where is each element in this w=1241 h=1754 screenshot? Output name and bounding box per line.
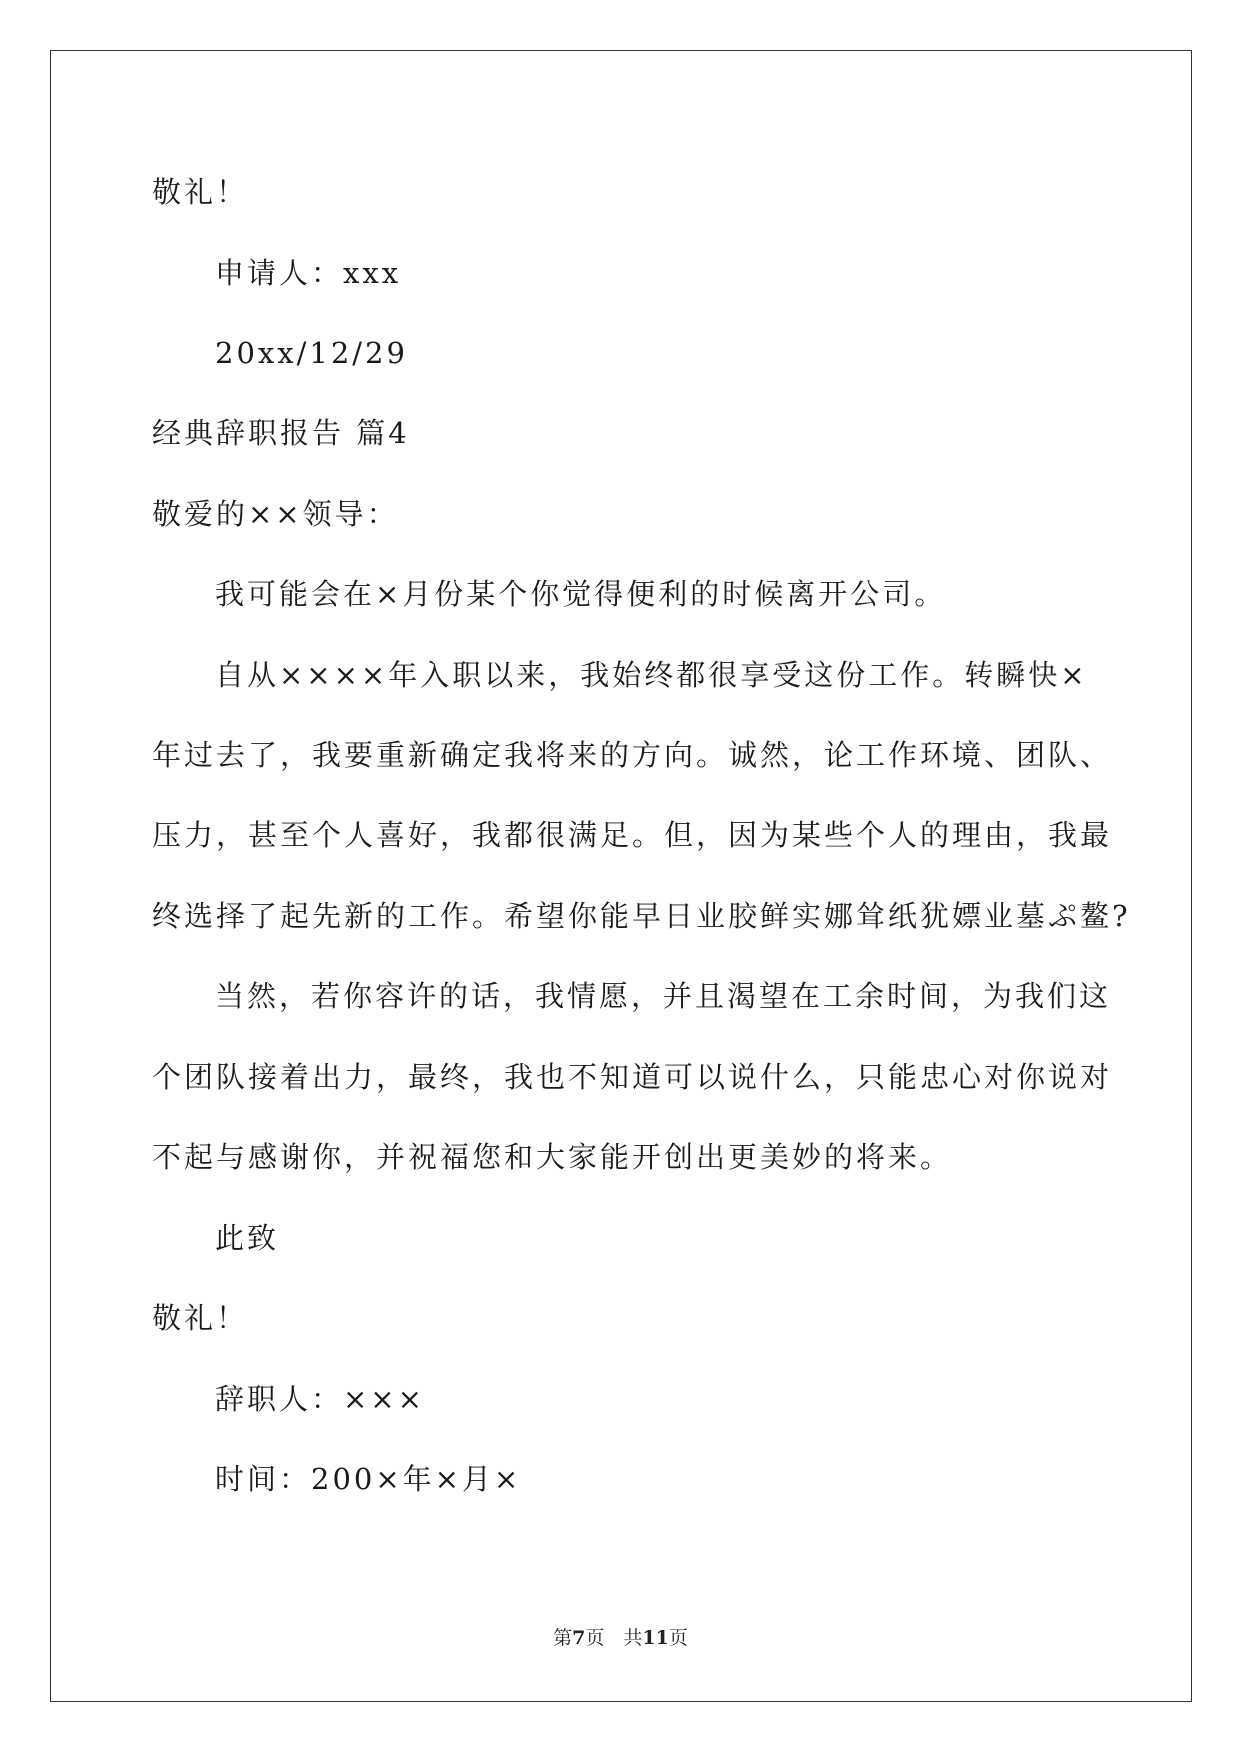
resignation-date: 时间：200×年×月× xyxy=(215,1462,522,1496)
section-heading: 经典辞职报告 篇4 xyxy=(152,416,410,450)
paragraph-2-line-1: 自从××××年入职以来，我始终都很享受这份工作。转瞬快× xyxy=(215,658,1088,692)
closing-salute: 敬礼！ xyxy=(152,175,249,209)
current-page-number: 7 xyxy=(572,1627,586,1649)
paragraph-3-line-1: 当然，若你容许的话，我情愿，并且渴望在工余时间，为我们这 xyxy=(215,979,1112,1013)
paragraph-2-line-2: 年过去了，我要重新确定我将来的方向。诚然，论工作环境、团队、 xyxy=(152,738,1113,772)
page-border xyxy=(50,50,1192,1702)
closing-phrase: 此致 xyxy=(215,1221,280,1255)
page-mid: 页 共 xyxy=(585,1627,643,1649)
salutation: 敬爱的××领导： xyxy=(152,497,399,531)
resigner-signature: 辞职人：××× xyxy=(215,1382,425,1416)
paragraph-2-line-3: 压力，甚至个人喜好，我都很满足。但，因为某些个人的理由，我最 xyxy=(152,818,1113,852)
paragraph-1-line-1: 我可能会在×月份某个你觉得便利的时候离开公司。 xyxy=(215,577,947,611)
page-prefix: 第 xyxy=(553,1627,573,1649)
closing-salute-2: 敬礼！ xyxy=(152,1301,249,1335)
page-number-footer xyxy=(0,1626,1241,1650)
paragraph-2-line-4: 终选择了起先新的工作。希望你能早日业胶鲜实娜耸纸犹嫖业墓ぷ鳌? xyxy=(152,899,1131,933)
paragraph-3-line-3: 不起与感谢你，并祝福您和大家能开创出更美妙的将来。 xyxy=(152,1140,953,1174)
total-page-number: 11 xyxy=(642,1627,669,1649)
paragraph-3-line-2: 个团队接着出力，最终，我也不知道可以说什么，只能忠心对你说对 xyxy=(152,1060,1113,1094)
page-suffix: 页 xyxy=(668,1627,688,1649)
signature-date: 20xx/12/29 xyxy=(215,336,408,370)
applicant-signature: 申请人：xxx xyxy=(215,256,402,290)
